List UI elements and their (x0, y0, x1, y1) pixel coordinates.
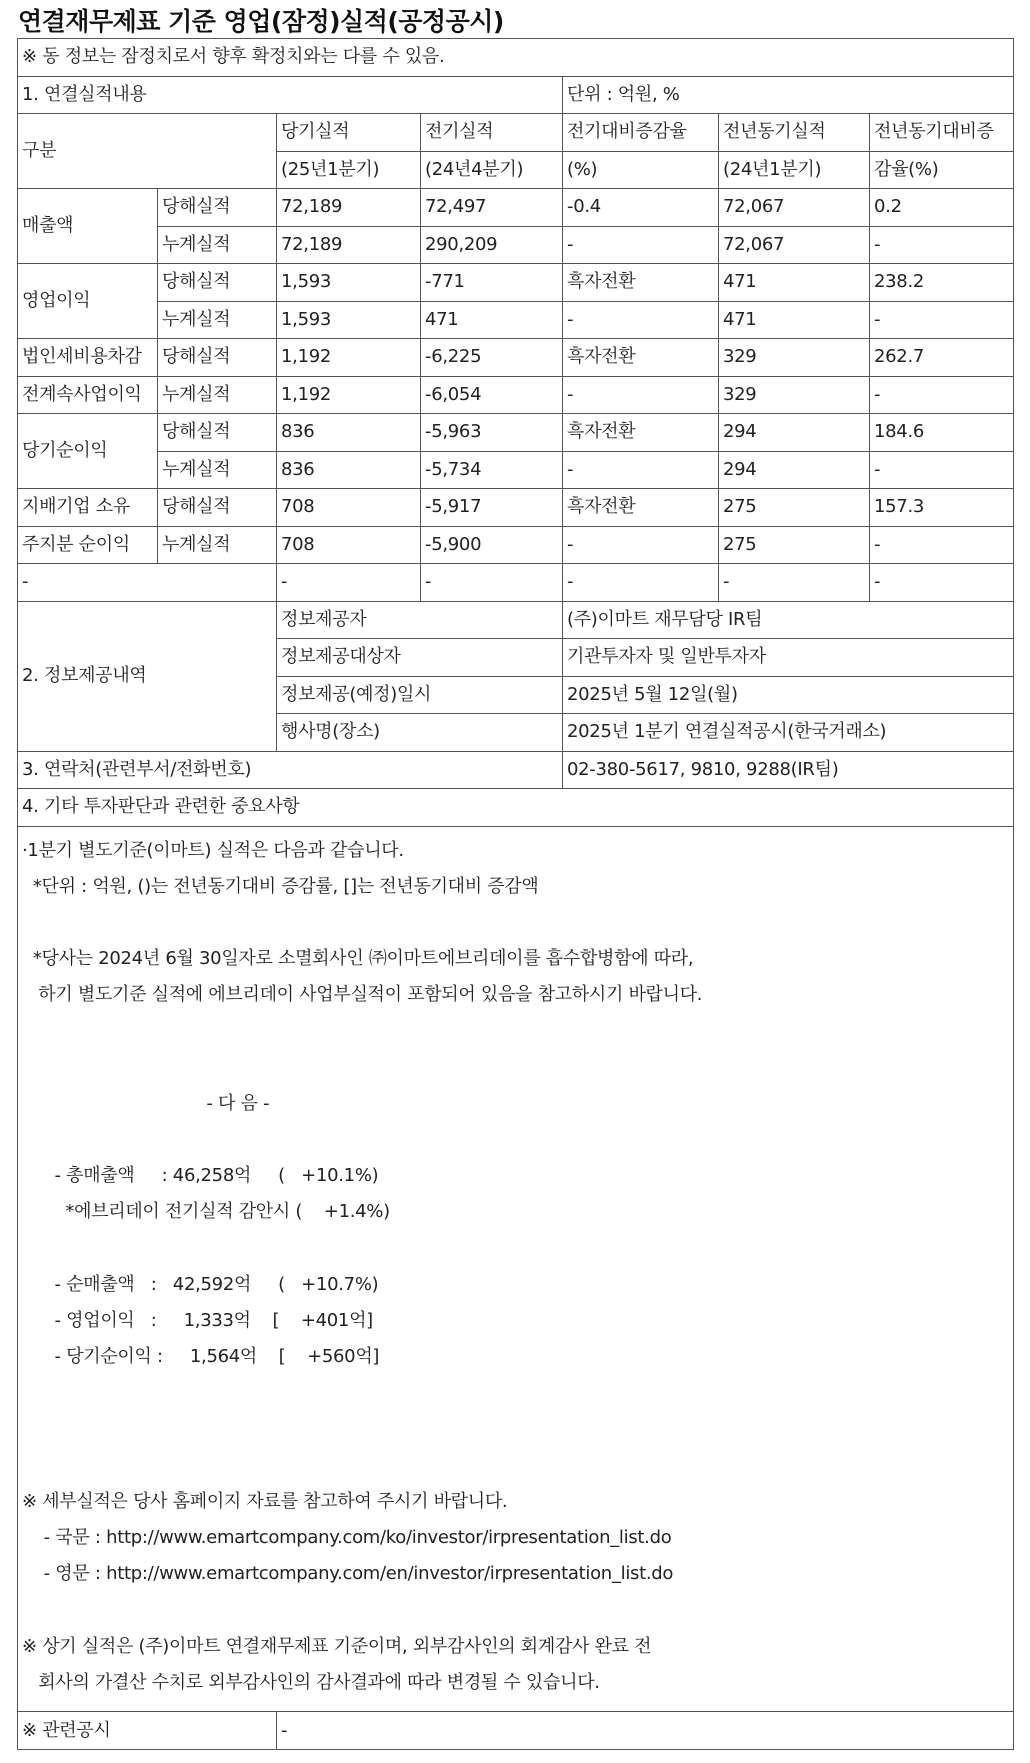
table-row (18, 189, 1014, 227)
notice-row (18, 39, 1014, 77)
body-line (22, 1231, 1009, 1267)
section1-label: 1. 연결실적내용 (18, 76, 563, 114)
row-type: 누계실적 (158, 451, 277, 489)
section2-item-label: 정보제공대상자 (277, 639, 563, 677)
section2-item-value: (주)이마트 재무담당 IR팀 (563, 601, 1014, 639)
cell-current: 1,593 (277, 301, 421, 339)
cell-yoy-prev: 72,067 (719, 189, 870, 227)
dash-cell: - (277, 564, 421, 602)
row-group-line2: 전계속사업이익 (18, 376, 158, 414)
body-line: - 영업이익 : 1,333억 [ +401억] (22, 1310, 373, 1332)
header-row-1 (18, 114, 1014, 152)
header-yoy: 전년동기대비증 (870, 114, 1014, 152)
cell-qoq: - (563, 226, 719, 264)
notice-text: ※ 동 정보는 잠정치로서 향후 확정치와는 다를 수 있음. (18, 39, 1014, 77)
body-line: ·1분기 별도기준(이마트) 실적은 다음과 같습니다. (22, 839, 404, 861)
section2-item-label: 행사명(장소) (277, 714, 563, 752)
cell-yoy-prev: 329 (719, 376, 870, 414)
section2-item-value: 2025년 5월 12일(월) (563, 676, 1014, 714)
cell-yoy: 238.2 (870, 264, 1014, 302)
row-type: 당해실적 (158, 264, 277, 302)
cell-current: 72,189 (277, 189, 421, 227)
body-line: *당사는 2024년 6월 30일자로 소멸회사인 ㈜이마트에브리데이를 흡수합병함에 따라, (22, 948, 694, 970)
cell-yoy-prev: 294 (719, 414, 870, 452)
cell-yoy-prev: 72,067 (719, 226, 870, 264)
body-line (22, 1412, 1009, 1448)
page-title: 연결재무제표 기준 영업(잠정)실적(공정공시) (18, 7, 504, 36)
cell-current: 1,192 (277, 376, 421, 414)
body-line (22, 1593, 1009, 1629)
cell-qoq: - (563, 526, 719, 564)
table-row (18, 264, 1014, 302)
dash-cell: - (421, 564, 563, 602)
body-line: - 다 음 - (22, 1092, 270, 1114)
cell-qoq: 흑자전환 (563, 489, 719, 527)
cell-qoq: - (563, 376, 719, 414)
row-group: 당기순이익 (18, 414, 158, 489)
section3-row (18, 751, 1014, 789)
disclosure-table (17, 38, 1014, 1750)
dash-cell: - (870, 564, 1014, 602)
cell-current: 708 (277, 489, 421, 527)
header-yoy-2: 감율(%) (870, 151, 1014, 189)
body-line (22, 1122, 1009, 1158)
cell-previous: -6,054 (421, 376, 563, 414)
body-line-link[interactable]: - 영문 : http://www.emartcompany.com/en/investor/irpresentation_list.do (22, 1563, 674, 1585)
table-row (18, 301, 1014, 339)
cell-yoy: 262.7 (870, 339, 1014, 377)
cell-yoy: - (870, 526, 1014, 564)
header-current-period: (25년1분기) (277, 151, 421, 189)
cell-qoq: - (563, 451, 719, 489)
section4-label: 4. 기타 투자판단과 관련한 중요사항 (18, 789, 1014, 827)
table-row (18, 339, 1014, 377)
body-line (22, 1050, 1009, 1086)
cell-previous: -5,900 (421, 526, 563, 564)
header-yoy-prev: 전년동기실적 (719, 114, 870, 152)
body-line: - 순매출액 : 42,592억 ( +10.7%) (22, 1273, 379, 1295)
dash-cell: - (719, 564, 870, 602)
header-previous-period: (24년4분기) (421, 151, 563, 189)
section2-label: 2. 정보제공내역 (18, 601, 277, 751)
cell-previous: 72,497 (421, 189, 563, 227)
cell-previous: 471 (421, 301, 563, 339)
header-current: 당기실적 (277, 114, 421, 152)
row-type: 당해실적 (158, 489, 277, 527)
section1-row (18, 76, 1014, 114)
body-line: - 당기순이익 : 1,564억 [ +560억] (22, 1346, 380, 1368)
section2-item-value: 2025년 1분기 연결실적공시(한국거래소) (563, 714, 1014, 752)
body-line: ※ 상기 실적은 (주)이마트 연결재무제표 기준이며, 외부감사인의 회계감사 완료 전 (22, 1635, 652, 1657)
cell-previous: -771 (421, 264, 563, 302)
cell-yoy-prev: 275 (719, 489, 870, 527)
dash-row (18, 564, 1014, 602)
section4-body (18, 826, 1014, 1712)
cell-previous: -5,734 (421, 451, 563, 489)
dash-cell: - (563, 564, 719, 602)
related-value: - (277, 1712, 1014, 1750)
section2-row (18, 601, 1014, 639)
row-group: 법인세비용차감 (18, 339, 158, 377)
related-row (18, 1712, 1014, 1750)
cell-current: 1,593 (277, 264, 421, 302)
cell-yoy: - (870, 226, 1014, 264)
cell-current: 836 (277, 451, 421, 489)
cell-yoy: - (870, 301, 1014, 339)
section2-item-value: 기관투자자 및 일반투자자 (563, 639, 1014, 677)
cell-yoy: 184.6 (870, 414, 1014, 452)
row-type: 당해실적 (158, 414, 277, 452)
section2-item-label: 정보제공(예정)일시 (277, 676, 563, 714)
body-line: 하기 별도기준 실적에 에브리데이 사업부실적이 포함되어 있음을 참고하시기 바랍니다. (22, 984, 703, 1006)
header-yoy-prev-period: (24년1분기) (719, 151, 870, 189)
header-previous: 전기실적 (421, 114, 563, 152)
cell-qoq: - (563, 301, 719, 339)
section3-value: 02-380-5617, 9810, 9288(IR팀) (563, 751, 1014, 789)
body-line (22, 1014, 1009, 1050)
cell-qoq: 흑자전환 (563, 264, 719, 302)
body-line: - 총매출액 : 46,258억 ( +10.1%) (22, 1165, 379, 1187)
dash-cell: - (18, 564, 277, 602)
table-row (18, 376, 1014, 414)
cell-yoy-prev: 294 (719, 451, 870, 489)
row-type: 누계실적 (158, 376, 277, 414)
header-category: 구분 (18, 114, 277, 189)
row-group: 매출액 (18, 189, 158, 264)
section4-body-row (18, 826, 1014, 1712)
row-type: 당해실적 (158, 189, 277, 227)
body-line (22, 1375, 1009, 1411)
cell-previous: 290,209 (421, 226, 563, 264)
cell-qoq: -0.4 (563, 189, 719, 227)
body-line: *에브리데이 전기실적 감안시 ( +1.4%) (22, 1201, 390, 1223)
table-row (18, 451, 1014, 489)
table-row (18, 489, 1014, 527)
body-line: ※ 세부실적은 당사 홈페이지 자료를 참고하여 주시기 바랍니다. (22, 1491, 508, 1513)
row-type: 누계실적 (158, 301, 277, 339)
body-line (22, 1448, 1009, 1484)
cell-yoy-prev: 471 (719, 301, 870, 339)
row-group-line2: 주지분 순이익 (18, 526, 158, 564)
cell-yoy-prev: 329 (719, 339, 870, 377)
row-type: 누계실적 (158, 526, 277, 564)
unit-label: 단위 : 억원, % (563, 76, 1014, 114)
header-qoq-unit: (%) (563, 151, 719, 189)
section2-item-label: 정보제공자 (277, 601, 563, 639)
section3-label: 3. 연락처(관련부서/전화번호) (18, 751, 563, 789)
row-type: 당해실적 (158, 339, 277, 377)
body-line (22, 905, 1009, 941)
table-row (18, 414, 1014, 452)
cell-yoy-prev: 275 (719, 526, 870, 564)
body-line: 회사의 가결산 수치로 외부감사인의 감사결과에 따라 변경될 수 있습니다. (22, 1672, 600, 1694)
cell-yoy-prev: 471 (719, 264, 870, 302)
cell-qoq: 흑자전환 (563, 339, 719, 377)
body-line: *단위 : 억원, ()는 전년동기대비 증감률, []는 전년동기대비 증감액 (22, 875, 539, 897)
cell-yoy: - (870, 376, 1014, 414)
table-row (18, 226, 1014, 264)
cell-current: 72,189 (277, 226, 421, 264)
cell-previous: -5,963 (421, 414, 563, 452)
related-label: ※ 관련공시 (18, 1712, 277, 1750)
section4-row (18, 789, 1014, 827)
header-qoq: 전기대비증감율 (563, 114, 719, 152)
cell-yoy: - (870, 451, 1014, 489)
row-group: 지배기업 소유 (18, 489, 158, 527)
cell-current: 1,192 (277, 339, 421, 377)
cell-current: 836 (277, 414, 421, 452)
row-type: 누계실적 (158, 226, 277, 264)
cell-current: 708 (277, 526, 421, 564)
cell-previous: -6,225 (421, 339, 563, 377)
body-line-link[interactable]: - 국문 : http://www.emartcompany.com/ko/investor/irpresentation_list.do (22, 1527, 672, 1549)
cell-previous: -5,917 (421, 489, 563, 527)
cell-yoy: 0.2 (870, 189, 1014, 227)
row-group: 영업이익 (18, 264, 158, 339)
cell-qoq: 흑자전환 (563, 414, 719, 452)
cell-yoy: 157.3 (870, 489, 1014, 527)
table-row (18, 526, 1014, 564)
